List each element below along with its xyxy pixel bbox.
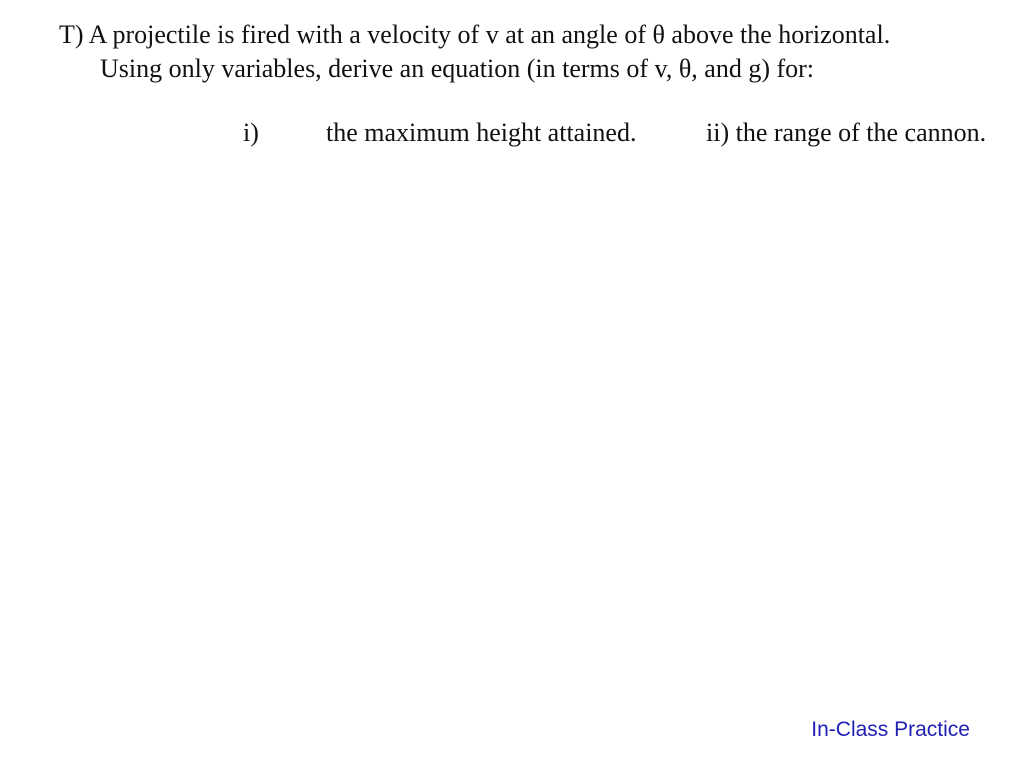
part-i-text: the maximum height attained. bbox=[326, 118, 637, 147]
problem-statement bbox=[59, 18, 890, 86]
part-i-label: i) bbox=[243, 118, 259, 147]
question-parts bbox=[0, 116, 1024, 150]
part-ii-text: ii) the range of the cannon. bbox=[706, 118, 987, 147]
problem-line-2: Using only variables, derive an equation (in terms of v, θ, and g) for: bbox=[100, 54, 815, 83]
in-class-practice-label: In-Class Practice bbox=[811, 718, 970, 741]
problem-line-1: T) A projectile is fired with a velocity of v at an angle of θ above the horizontal. bbox=[59, 20, 891, 49]
